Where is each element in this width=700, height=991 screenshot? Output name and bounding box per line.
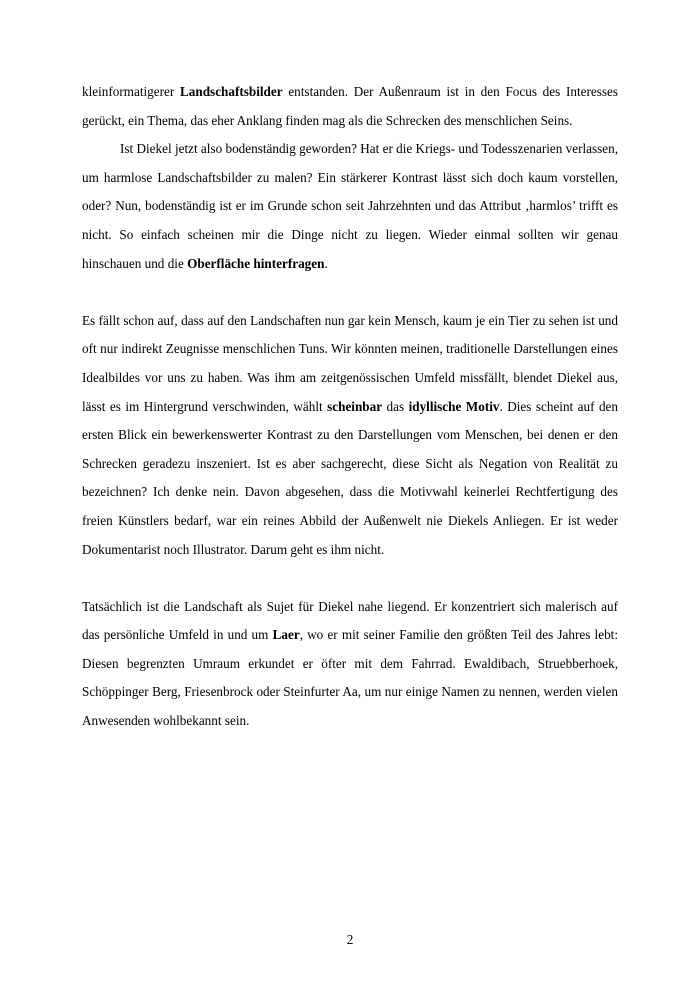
text-run: , wo er mit seiner Familie den größten Teil des Jahres lebt: Diesen begrenzten Umraum erkundet er öfter mit dem Fahrrad. Ewaldibach, Struebberhoek, Schöppinger Berg, Friesenbrock oder Steinfurter Aa, um nur einige Namen zu nennen, werden vielen Anwesenden wohlbekannt sein. [82,627,618,729]
text-run: kleinformatigerer [82,84,180,99]
paragraph-gap [82,564,618,593]
paragraph [82,307,618,564]
paragraph-gap [82,278,618,307]
paragraph [82,135,618,278]
emphasis-text: Landschaftsbilder [180,84,283,99]
text-run: das [382,398,409,414]
paragraph [82,78,618,135]
text-run: . Dies scheint auf den ersten Blick ein bewerkenswerter Kontrast zu den Darstellungen vom Menschen, bei denen er den Schrecken geradezu inszeniert. Ist es aber sachgerecht, diese Sicht als Negation von Realität zu bezeichnen? Ich denke nein. Davon abgesehen, dass die Motivwahl keinerlei Rechtfertigung des freien Künstlers bedarf, war ein reines Abbild der Außenwelt nie Diekels Anliegen. Er ist weder Dokumentarist noch Illustrator. Darum geht es ihm nicht. [82,398,618,557]
paragraph [82,593,618,736]
emphasis-text: idyllische Motiv [408,398,500,414]
text-run: entstanden. Der Außenraum ist in den Focus des Interesses gerückt, ein Thema, das eher Anklang finden mag als die Schrecken des menschlichen Seins. [82,84,618,128]
emphasis-text: Oberfläche hinterfragen [187,255,325,271]
emphasis-text: scheinbar [327,398,383,414]
text-run: Tatsächlich ist die Landschaft als Sujet für Diekel nahe liegend. Er konzentriert sich malerisch auf das persönliche Umfeld in und um [82,598,618,643]
text-run: Es fällt schon auf, dass auf den Landschaften nun gar kein Mensch, kaum je ein Tier zu sehen ist und oft nur indirekt Zeugnisse menschlichen Tuns. Wir könnten meinen, traditionelle Darstellungen eines Idealbildes vor uns zu haben. Was ihm am zeitgenössischen Umfeld missfällt, blendet Diekel aus, lässt es im Hintergrund verschwinden, wählt [82,312,618,414]
emphasis-text: Laer [272,627,300,643]
document-body [82,78,618,736]
text-run: Ist Diekel jetzt also bodenständig geworden? Hat er die Kriegs- und Todesszenarien verlassen, um harmlose Landschaftsbilder zu malen? Ein stärkerer Kontrast lässt sich doch kaum vorstellen, oder? Nun, bodenständig ist er im Grunde schon seit Jahrzehnten und das Attribut ‚harmlos’ trifft es nicht. So einfach scheinen mir die Dinge nicht zu liegen. Wieder einmal sollten wir genau hinschauen und die [82,141,618,271]
page-number: 2 [346,932,354,947]
text-run: . [324,255,328,271]
